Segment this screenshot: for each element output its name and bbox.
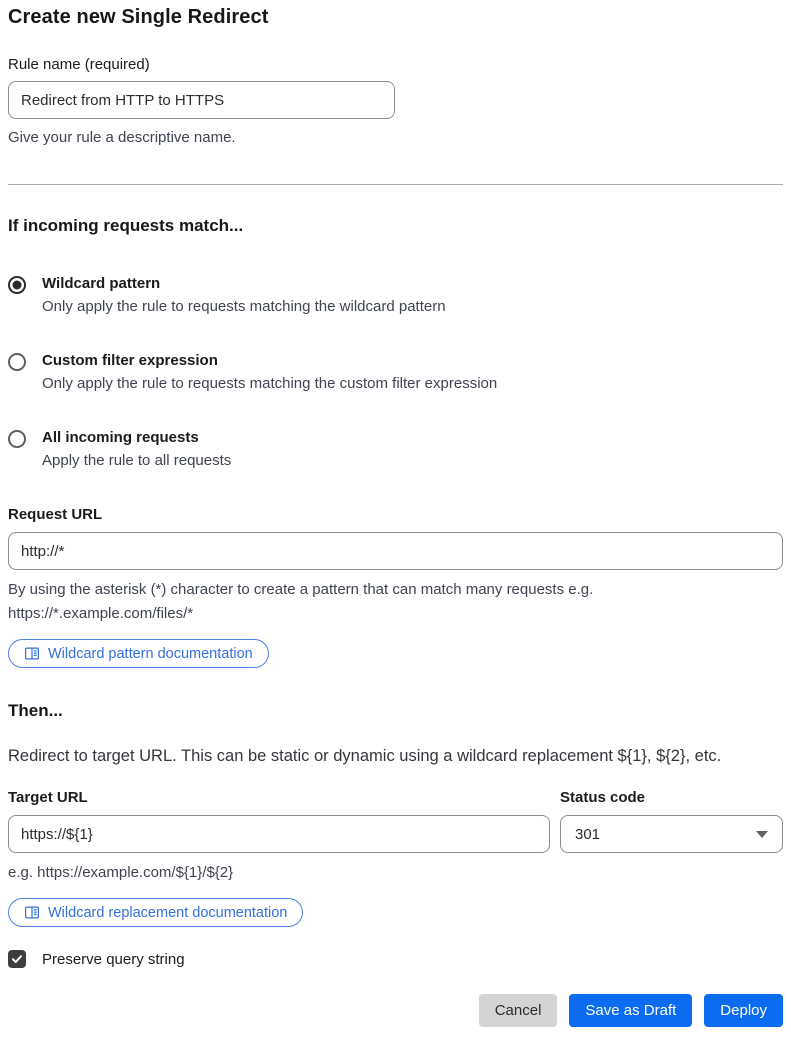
request-url-input[interactable]	[8, 532, 783, 570]
target-url-input[interactable]	[8, 815, 550, 853]
target-and-status-row	[8, 789, 783, 885]
wildcard-replacement-documentation-button[interactable]	[8, 898, 303, 927]
request-url-help-line1: By using the asterisk (*) character to create a pattern that can match many requests e.g.	[8, 581, 594, 598]
radio-option-description: Only apply the rule to requests matching the custom filter expression	[42, 375, 498, 392]
section-divider	[8, 184, 783, 185]
radio-selected-icon[interactable]	[8, 276, 26, 294]
wildcard-pattern-documentation-button[interactable]	[8, 639, 269, 668]
radio-option-text	[42, 352, 497, 392]
status-code-label: Status code	[560, 789, 646, 806]
rule-name-label: Rule name (required)	[8, 56, 150, 73]
radio-option-text	[42, 429, 231, 469]
request-url-field	[8, 506, 783, 668]
radio-option-custom-filter-expression[interactable]	[8, 352, 783, 392]
rule-name-field	[8, 56, 783, 150]
preserve-query-string-label: Preserve query string	[42, 950, 185, 968]
match-type-radio-group	[8, 275, 783, 469]
save-as-draft-button[interactable]: Save as Draft	[569, 994, 692, 1027]
doc-button-label: Wildcard replacement documentation	[48, 904, 288, 921]
request-url-label: Request URL	[8, 506, 103, 523]
rule-name-help: Give your rule a descriptive name.	[8, 129, 236, 146]
radio-option-label: All incoming requests	[42, 429, 199, 446]
radio-option-wildcard-pattern[interactable]	[8, 275, 783, 315]
radio-option-label: Custom filter expression	[42, 352, 218, 369]
page-title: Create new Single Redirect	[8, 6, 269, 28]
target-url-field	[8, 789, 550, 885]
doc-button-label: Wildcard pattern documentation	[48, 645, 253, 662]
request-url-help-line2: https://*.example.com/files/*	[8, 605, 194, 622]
then-section-heading: Then...	[8, 701, 63, 720]
status-code-selected-value: 301	[575, 825, 601, 843]
radio-option-all-incoming-requests[interactable]	[8, 429, 783, 469]
radio-option-description: Only apply the rule to requests matching the wildcard pattern	[42, 298, 446, 315]
radio-option-label: Wildcard pattern	[42, 275, 161, 292]
preserve-query-string-option[interactable]	[8, 950, 783, 968]
target-url-help: e.g. https://example.com/${1}/${2}	[8, 864, 234, 881]
match-section-heading: If incoming requests match...	[8, 216, 244, 235]
then-section-description: Redirect to target URL. This can be static or dynamic using a wildcard replacement ${1}, ${2}, etc.	[8, 747, 722, 765]
deploy-button[interactable]: Deploy	[704, 994, 783, 1027]
status-code-select[interactable]	[560, 815, 783, 853]
request-url-help	[8, 578, 783, 626]
radio-option-description: Apply the rule to all requests	[42, 452, 232, 469]
radio-option-text	[42, 275, 446, 315]
cancel-button[interactable]: Cancel	[479, 994, 558, 1027]
open-book-icon	[24, 646, 40, 661]
radio-unselected-icon[interactable]	[8, 430, 26, 448]
chevron-down-icon	[756, 831, 768, 838]
target-url-label: Target URL	[8, 789, 88, 806]
radio-unselected-icon[interactable]	[8, 353, 26, 371]
form-footer-actions	[8, 994, 783, 1027]
checkbox-checked-icon[interactable]	[8, 950, 26, 968]
status-code-field	[560, 789, 783, 885]
rule-name-input[interactable]	[8, 81, 395, 119]
open-book-icon	[24, 905, 40, 920]
